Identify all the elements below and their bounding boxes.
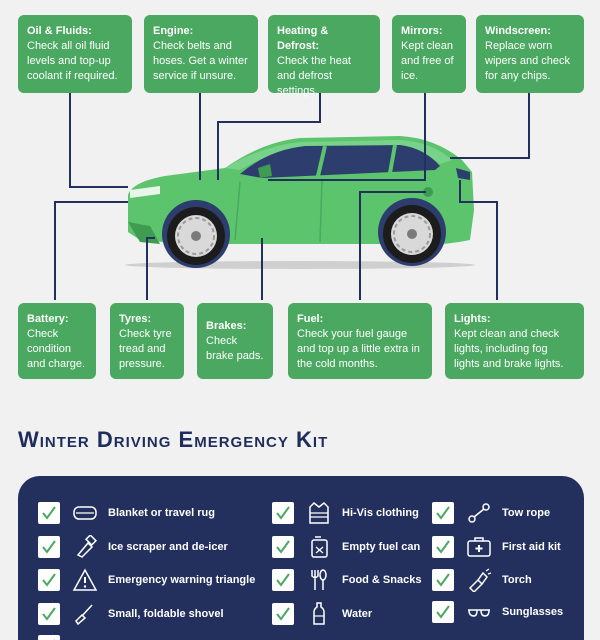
card-title: Lights: [454, 313, 491, 325]
blanket-icon [68, 500, 102, 526]
card-title: Mirrors: [401, 25, 443, 37]
kit-item-label: Torch [502, 574, 532, 586]
card-brakes [197, 303, 273, 379]
kit-item-label: Empty fuel can [342, 541, 421, 553]
card-text: Replace worn wipers and check for any chips. [485, 40, 570, 82]
kit-title: Winter Driving Emergency Kit [18, 427, 329, 452]
kit-item-label: First aid kit [502, 541, 561, 553]
card-mirrors [392, 15, 466, 93]
checkbox-checked[interactable] [38, 569, 60, 591]
rear-wheel [383, 205, 441, 263]
card-text: Kept clean and check lights, including fog lights and brake lights. [454, 328, 564, 370]
fuel-can-icon [302, 534, 336, 560]
kit-item-shovel [38, 601, 224, 627]
front-wheel [167, 207, 225, 265]
kit-item-partial [38, 633, 60, 640]
kit-item-label: Water [342, 608, 373, 620]
sunglasses-icon [462, 599, 496, 625]
checkbox-checked[interactable] [272, 536, 294, 558]
kit-item-water [272, 601, 372, 627]
checkbox-checked[interactable] [272, 603, 294, 625]
kit-item-fuel-can [272, 534, 420, 560]
kit-item-food [272, 567, 421, 593]
card-tyres [110, 303, 184, 379]
card-text: Check your fuel gauge and top up a little extra in the cold months. [297, 328, 420, 370]
kit-item-torch [432, 567, 532, 593]
kit-item-label: Small, foldable shovel [108, 608, 224, 620]
card-title: Engine: [153, 25, 194, 37]
checkbox-checked[interactable] [432, 569, 454, 591]
card-text: Check the heat and defrost settings. [277, 55, 351, 97]
cutlery-icon [302, 567, 336, 593]
card-text: Kept clean and free of ice. [401, 40, 454, 82]
kit-item-ice-scraper [38, 534, 228, 560]
kit-item-label: Ice scraper and de-icer [108, 541, 228, 553]
card-title: Heating & Defrost: [277, 25, 329, 52]
checkbox-checked[interactable] [38, 603, 60, 625]
card-windscreen [476, 15, 584, 93]
shovel-icon [68, 601, 102, 627]
water-bottle-icon [302, 601, 336, 627]
card-text: Check condition and charge. [27, 328, 86, 370]
checkbox-checked[interactable] [432, 601, 454, 623]
checkbox-checked[interactable] [272, 569, 294, 591]
card-fuel [288, 303, 432, 379]
checkbox-checked[interactable] [38, 635, 60, 640]
kit-item-label: Tow rope [502, 507, 551, 519]
card-title: Windscreen: [485, 25, 551, 37]
kit-item-label: Food & Snacks [342, 574, 422, 586]
card-heating-defrost [268, 15, 380, 97]
kit-item-label: Hi-Vis clothing [342, 507, 419, 519]
card-oil-fluids [18, 15, 132, 93]
card-battery [18, 303, 96, 379]
checkbox-checked[interactable] [38, 502, 60, 524]
card-text: Check tyre tread and pressure. [119, 328, 172, 370]
kit-item-label: Emergency warning triangle [108, 574, 256, 586]
kit-item-sunglasses [432, 599, 563, 625]
kit-item-first-aid [432, 534, 561, 560]
first-aid-kit-icon [462, 534, 496, 560]
kit-item-warning-triangle [38, 567, 255, 593]
kit-item-label: Blanket or travel rug [108, 507, 215, 519]
card-title: Brakes: [206, 320, 247, 332]
kit-item-tow-rope [432, 500, 550, 526]
warning-triangle-icon [68, 567, 102, 593]
checkbox-checked[interactable] [432, 536, 454, 558]
checkbox-checked[interactable] [432, 502, 454, 524]
card-engine [144, 15, 258, 93]
card-text: Check brake pads. [206, 335, 264, 362]
card-title: Fuel: [297, 313, 324, 325]
card-title: Battery: [27, 313, 69, 325]
kit-item-blanket [38, 500, 215, 526]
kit-item-hi-vis [272, 500, 419, 526]
card-title: Oil & Fluids: [27, 25, 92, 37]
hi-vis-vest-icon [302, 500, 336, 526]
ice-scraper-icon [68, 534, 102, 560]
tow-rope-icon [462, 500, 496, 526]
checkbox-checked[interactable] [272, 502, 294, 524]
kit-panel [18, 476, 584, 640]
checkbox-checked[interactable] [38, 536, 60, 558]
card-lights [445, 303, 584, 379]
card-text: Check belts and hoses. Get a winter service if unsure. [153, 40, 248, 82]
card-text: Check all oil fluid levels and top-up coolant if required. [27, 40, 118, 82]
card-title: Tyres: [119, 313, 152, 325]
kit-item-label: Sunglasses [502, 606, 564, 618]
torch-icon [462, 567, 496, 593]
